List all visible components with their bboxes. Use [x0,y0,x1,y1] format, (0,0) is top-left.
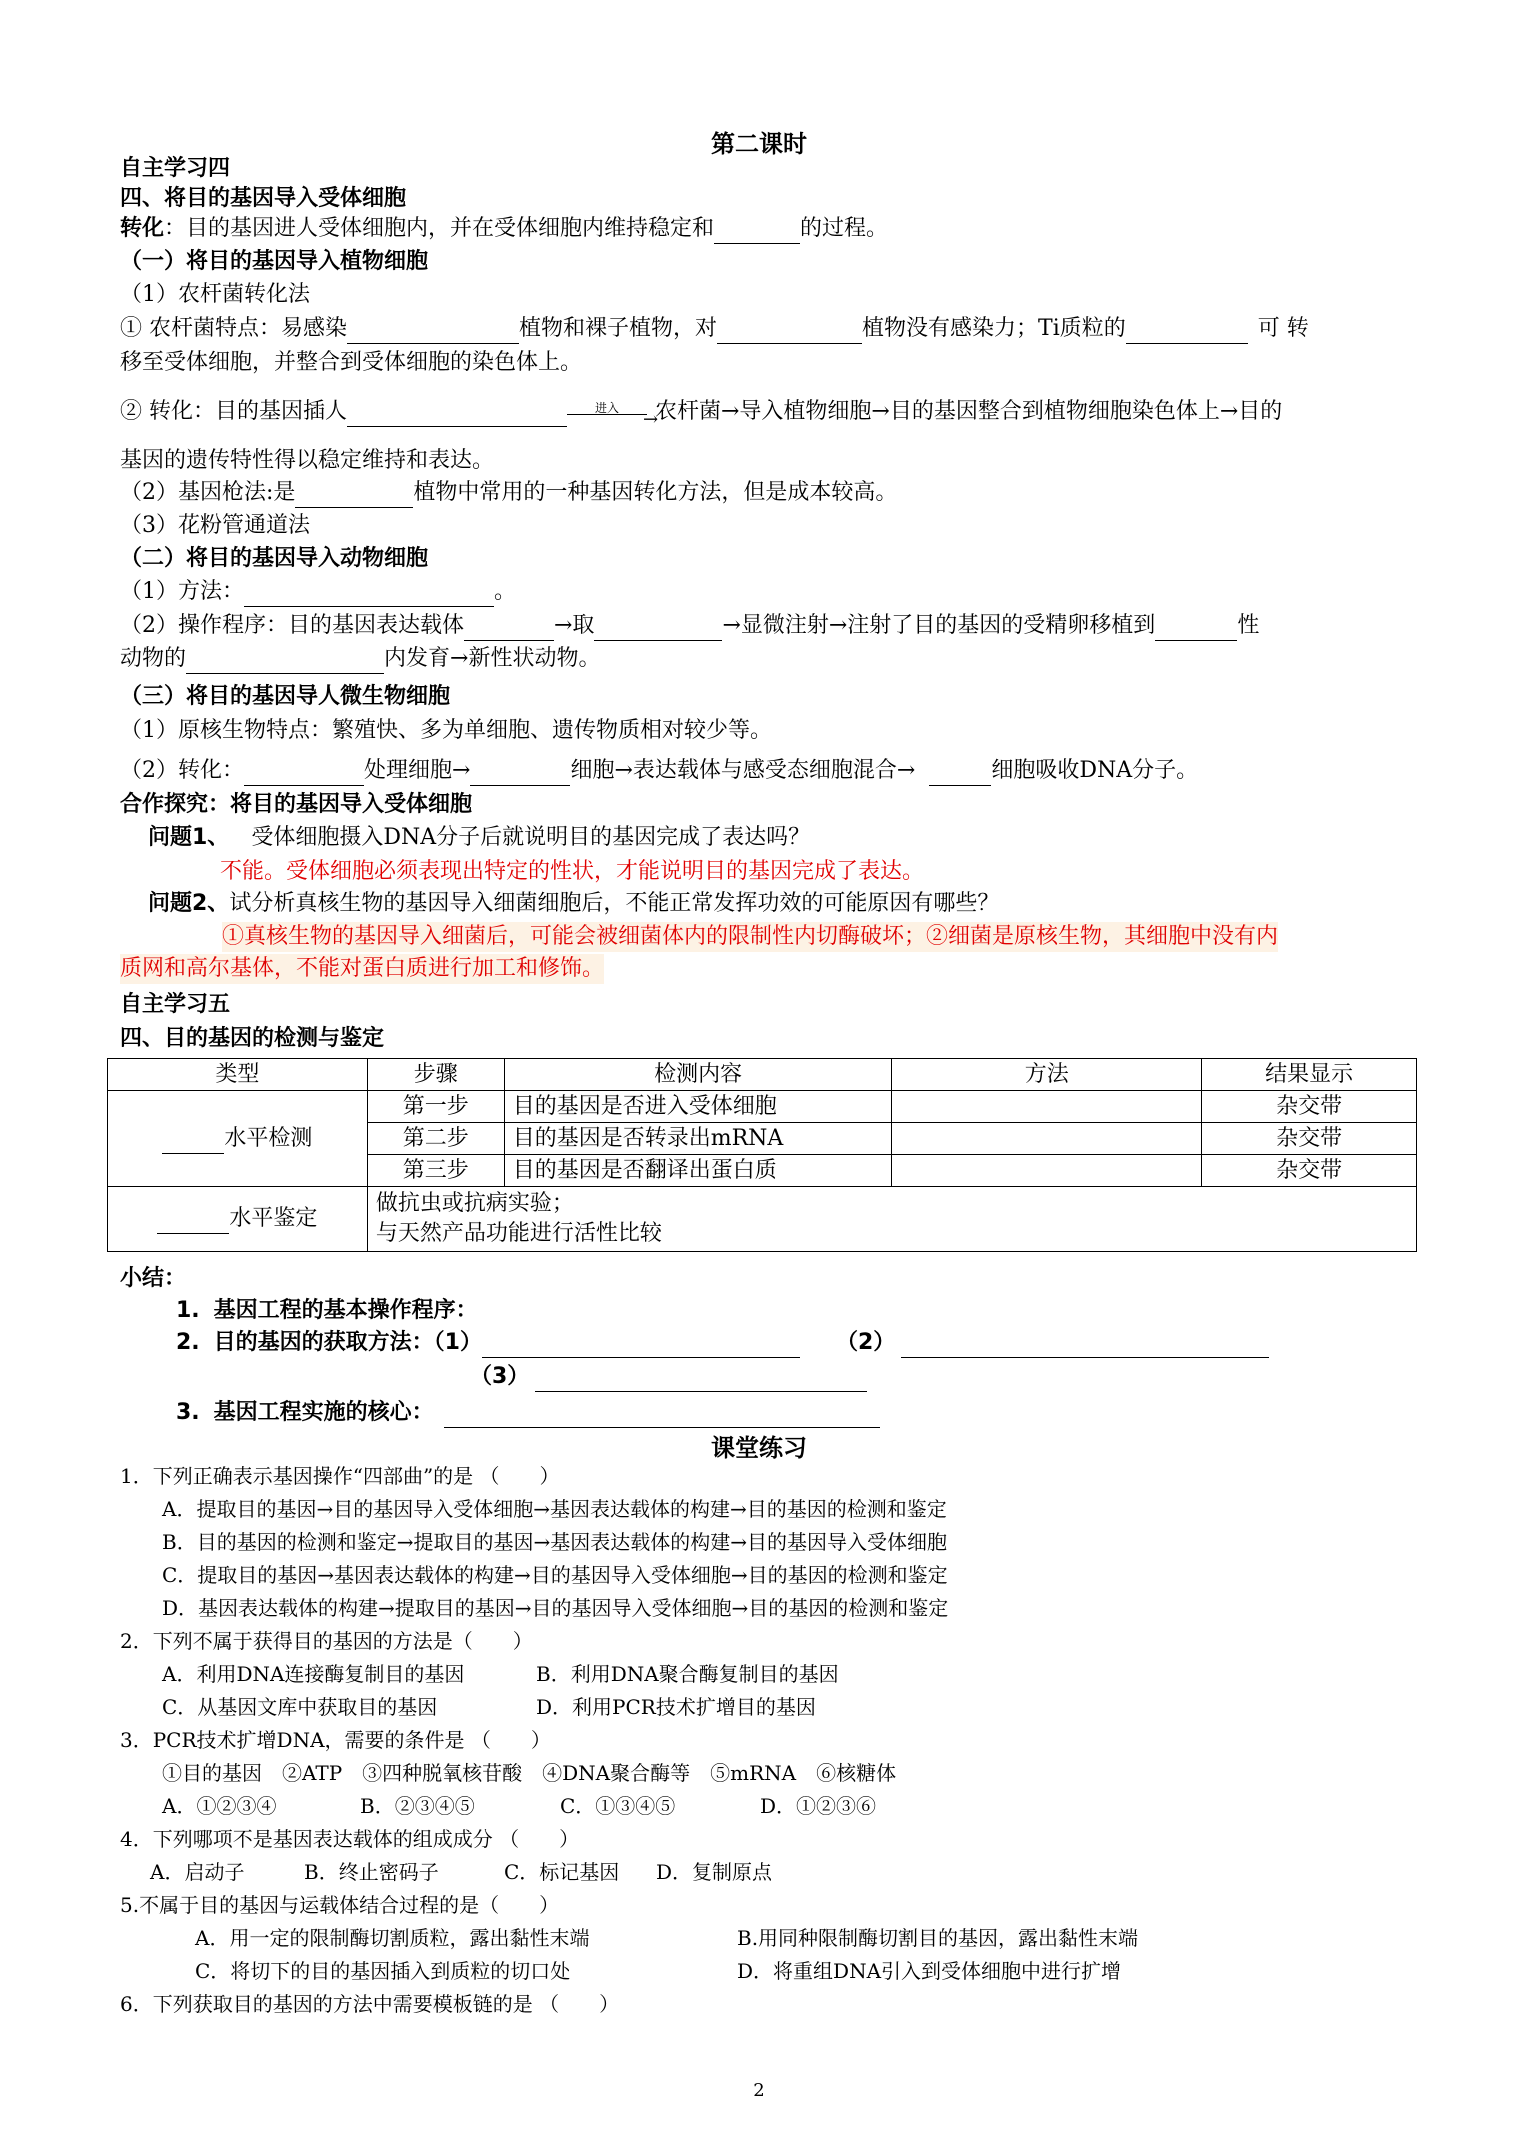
option-3b[interactable]: B．②③④⑤ [360,1794,475,1818]
content-cell: 目的基因是否进入受体细胞 [504,1091,892,1123]
content-cell: 目的基因是否翻译出蛋白质 [504,1155,892,1187]
agro-transform-text-b: 农杆菌→导入植物细胞→目的基因整合到植物细胞染色体上→目的 [655,399,1283,424]
individual-detail-line-2: 与天然产品功能进行活性比较 [375,1221,662,1246]
method-cell[interactable] [892,1123,1202,1155]
individual-type-cell [108,1187,368,1252]
agro-transform-text-a: ② 转化：目的基因插人 [120,399,347,424]
option-3c[interactable]: C．①③④⑤ [560,1794,676,1818]
fill-blank[interactable] [162,1131,224,1154]
summary-item-number: 3. [176,1400,200,1425]
individual-detail-line-1: 做抗虫或抗病实验； [375,1191,574,1216]
option-4a[interactable]: A．启动子 [150,1860,245,1884]
agro-feature-line [120,314,1309,344]
pollen-tube-line: （3）花粉管通道法 [120,513,310,538]
question-2 [148,889,999,919]
animal-procedure-line-2 [120,644,600,674]
agro-feature-text-b: 植物和裸子植物，对 [519,316,718,341]
answer-2-line-2: 质网和高尔基体，不能对蛋白质进行加工和修饰。 [120,954,604,984]
transform-end: 的过程。 [800,216,889,241]
option-2a[interactable]: A．利用DNA连接酶复制目的基因 [162,1662,465,1686]
summary-item-1 [176,1296,478,1326]
fill-blank[interactable] [714,221,800,244]
step-cell: 第一步 [367,1091,504,1123]
fill-blank[interactable] [244,584,494,607]
section-heading-detection: 四、目的基因的检测与鉴定 [120,1026,385,1051]
individual-type-label: 水平鉴定 [229,1206,318,1231]
table-header-cell: 步骤 [367,1059,504,1091]
fill-blank[interactable] [1126,321,1248,344]
procedure-text-d: 性 [1237,613,1260,638]
gene-gun-text-a: （2）基因枪法:是 [120,480,296,505]
fill-blank[interactable] [347,404,567,427]
option-2c[interactable]: C．从基因文库中获取目的基因 [162,1695,438,1719]
question-1-label: 问题1、 [148,825,230,850]
summary-item-number: 2. [176,1330,200,1355]
prokaryote-feature-line: （1）原核生物特点：繁殖快、多为单细胞、遗传物质相对较少等。 [120,718,772,743]
fill-blank[interactable] [717,321,862,344]
table-header-row [108,1059,1417,1091]
option-4c[interactable]: C．标记基因 [504,1860,620,1884]
question-2-label: 问题2、 [148,891,230,916]
option-5b[interactable]: B.用同种限制酶切割目的基因，露出黏性末端 [737,1926,1139,1950]
option-5a[interactable]: A．用一定的限制酶切割质粒，露出黏性末端 [195,1926,590,1950]
microbe-transform-text-a: （2）转化： [120,758,244,783]
fill-blank[interactable] [186,651,384,674]
agro-feature-text-a: ① 农杆菌特点：易感染 [120,316,347,341]
transform-definition [120,214,888,244]
subheading-animal: （二）将目的基因导入动物细胞 [120,546,429,571]
question-3-items: ①目的基因 ②ATP ③四种脱氧核苷酸 ④DNA聚合酶等 ⑤mRNA ⑥核糖体 [162,1761,897,1785]
question-2-text: 试分析真核生物的基因导入细菌细胞后，不能正常发挥功效的可能原因有哪些？ [229,891,1000,916]
table-header-cell: 类型 [108,1059,368,1091]
table-header-cell: 检测内容 [504,1059,892,1091]
answer-1: 不能。受体细胞必须表现出特定的性状，才能说明目的基因完成了表达。 [220,859,925,884]
option-5c[interactable]: C．将切下的目的基因插入到质粒的切口处 [195,1959,571,1983]
answer-2-line-1: ①真核生物的基因导入细菌后，可能会被细菌体内的限制性内切酶破坏；②细菌是原核生物，其细胞中没有内 [222,922,1278,952]
transform-label: 转化 [120,216,165,241]
enter-arrow-icon: 进入 → [567,397,655,427]
section-heading-self-study-4: 自主学习四 [120,156,231,181]
option-3d[interactable]: D．①②③⑥ [760,1794,877,1818]
molecular-type-label: 水平检测 [224,1125,313,1151]
fill-blank[interactable] [929,763,991,786]
step-cell: 第二步 [367,1123,504,1155]
subheading-microbe: （三）将目的基因导人微生物细胞 [120,684,451,709]
microbe-transform-text-c: 细胞→表达载体与感受态细胞混合→ [570,758,916,783]
table-header-cell: 结果显示 [1202,1059,1417,1091]
fill-blank[interactable] [594,618,722,641]
summary-heading: 小结： [120,1266,187,1291]
transform-text: ：目的基因进人受体细胞内，并在受体细胞内维持稳定和 [164,216,715,241]
molecular-type-cell [108,1091,368,1187]
microbe-transform-line [120,756,1198,786]
practice-question-5: 5.不属于目的基因与运载体结合过程的是（ ） [120,1893,560,1917]
fill-blank[interactable] [535,1369,867,1392]
fill-blank[interactable] [470,763,570,786]
fill-blank[interactable] [244,763,364,786]
fill-blank[interactable] [347,321,519,344]
agro-feature-text-d: 可 转 [1257,316,1309,341]
content-cell: 目的基因是否转录出mRNA [504,1123,892,1155]
section-heading-self-study-5: 自主学习五 [120,992,231,1017]
agro-feature-text-c: 植物没有感染力；Ti质粒的 [862,316,1126,341]
page-title: 第二课时 [711,130,807,158]
animal-method-text: （1）方法： [120,579,244,604]
detection-table [107,1058,1417,1252]
table-row [108,1091,1417,1123]
table-header-cell: 方法 [892,1059,1202,1091]
result-cell: 杂交带 [1202,1155,1417,1187]
microbe-transform-text-b: 处理细胞→ [364,758,471,783]
agro-method-heading: （1）农杆菌转化法 [120,282,310,307]
fill-blank[interactable] [1155,618,1237,641]
summary-item-part-3: （3） [470,1364,530,1389]
fill-blank[interactable] [157,1211,229,1234]
section-heading-import-gene: 四、将目的基因导入受体细胞 [120,186,407,211]
agro-transform-line-2: 基因的遗传特性得以稳定维持和表达。 [120,448,495,473]
subheading-plant: （一）将目的基因导入植物细胞 [120,249,429,274]
option-2b[interactable]: B．利用DNA聚合酶复制目的基因 [536,1662,839,1686]
summary-item-text: 目的基因的获取方法：（1） [213,1330,482,1355]
summary-item-number: 1. [176,1298,200,1323]
summary-item-text: 基因工程的基本操作程序： [213,1298,478,1323]
gene-gun-line [120,478,897,508]
procedure-text-a: （2）操作程序：目的基因表达载体 [120,613,464,638]
agro-feature-line-2: 移至受体细胞，并整合到受体细胞的染色体上。 [120,350,583,375]
arrow-label: 进入 [595,401,620,415]
option-1d[interactable]: D．基因表达载体的构建→提取目的基因→目的基因导入受体细胞→目的基因的检测和鉴定 [162,1596,949,1620]
practice-question-1: 1．下列正确表示基因操作“四部曲”的是 （ ） [120,1464,560,1488]
practice-title: 课堂练习 [711,1434,807,1462]
fill-blank[interactable] [295,485,413,508]
option-4b[interactable]: B．终止密码子 [304,1860,439,1884]
summary-item-3 [176,1398,880,1428]
animal-method-end: 。 [494,579,517,604]
result-cell: 杂交带 [1202,1123,1417,1155]
procedure-text-e: 动物的 [120,646,187,671]
page-number: 2 [753,2080,765,2101]
animal-method-line [120,577,516,607]
method-cell[interactable] [892,1155,1202,1187]
option-2d[interactable]: D．利用PCR技术扩增目的基因 [536,1695,816,1719]
option-5d[interactable]: D．将重组DNA引入到受体细胞中进行扩增 [737,1959,1122,1983]
summary-item-part-2: （2） [835,1330,896,1355]
fill-blank[interactable] [482,1335,800,1358]
method-cell[interactable] [892,1091,1202,1123]
option-3a[interactable]: A．①②③④ [162,1794,277,1818]
option-1b[interactable]: B．目的基因的检测和鉴定→提取目的基因→基因表达载体的构建→目的基因导入受体细胞 [162,1530,947,1554]
summary-item-text: 基因工程实施的核心： [213,1400,434,1425]
cooperative-inquiry-heading: 合作探究：将目的基因导入受体细胞 [120,792,473,817]
practice-question-4: 4．下列哪项不是基因表达载体的组成成分 （ ） [120,1827,580,1851]
practice-question-6: 6．下列获取目的基因的方法中需要模板链的是 （ ） [120,1992,620,2016]
summary-item-2 [176,1328,1269,1358]
question-1 [148,823,810,853]
practice-question-3: 3．PCR技术扩增DNA，需要的条件是 （ ） [120,1728,551,1752]
individual-detail-cell [367,1187,1416,1252]
summary-item-2-part-3 [470,1362,867,1392]
step-cell: 第三步 [367,1155,504,1187]
procedure-text-f: 内发育→新性状动物。 [384,646,601,671]
question-1-text: 受体细胞摄入DNA分子后就说明目的基因完成了表达吗？ [251,825,811,850]
microbe-transform-text-d: 细胞吸收DNA分子。 [991,758,1199,783]
option-1a[interactable]: A．提取目的基因→目的基因导入受体细胞→基因表达载体的构建→目的基因的检测和鉴定 [162,1497,947,1521]
table-row [108,1187,1417,1252]
fill-blank[interactable] [901,1335,1269,1358]
gene-gun-text-b: 植物中常用的一种基因转化方法，但是成本较高。 [413,480,898,505]
agro-transform-line [120,397,1283,430]
fill-blank[interactable] [444,1405,880,1428]
procedure-text-c: →显微注射→注射了目的基因的受精卵移植到 [722,613,1156,638]
option-4d[interactable]: D．复制原点 [656,1860,773,1884]
procedure-text-b: →取 [554,613,595,638]
result-cell: 杂交带 [1202,1091,1417,1123]
option-1c[interactable]: C．提取目的基因→基因表达载体的构建→目的基因导入受体细胞→目的基因的检测和鉴定 [162,1563,948,1587]
fill-blank[interactable] [464,618,554,641]
practice-question-2: 2．下列不属于获得目的基因的方法是（ ） [120,1629,533,1653]
animal-procedure-line [120,611,1259,641]
